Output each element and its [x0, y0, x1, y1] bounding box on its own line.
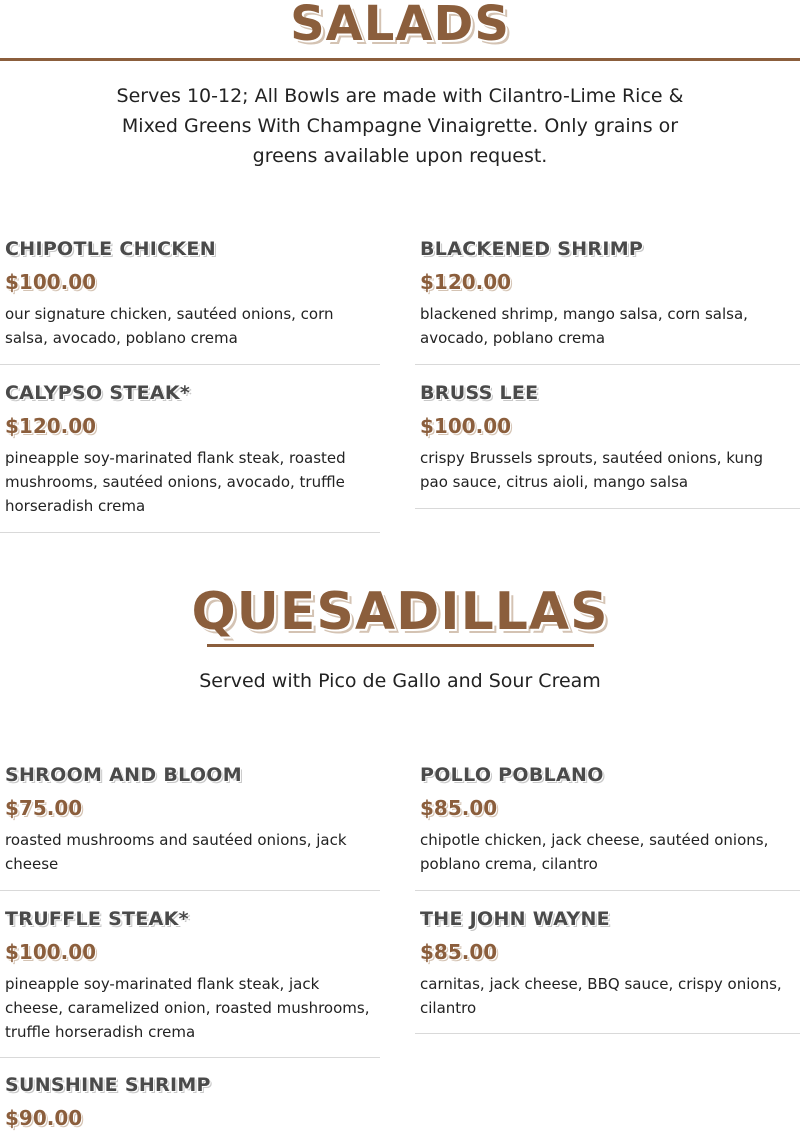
- item-price: $120.00: [5, 414, 97, 438]
- item-description: pineapple soy-marinated flank steak, jack cheese, caramelized onion, roasted mushrooms, truffle horseradish crema: [5, 975, 370, 1041]
- item-price: $85.00: [420, 940, 498, 964]
- item-description: crispy Brussels sprouts, sautéed onions, kung pao sauce, citrus aioli, mango salsa: [420, 449, 764, 491]
- menu-item: [415, 382, 800, 509]
- item-name: SHROOM AND BLOOM: [5, 764, 242, 786]
- item-name: TRUFFLE STEAK*: [5, 908, 189, 930]
- salads-heading: SALADS: [290, 0, 510, 52]
- menu-item: [0, 908, 380, 1058]
- item-price: $90.00: [5, 1106, 83, 1130]
- quesadillas-heading: QUESADILLAS: [191, 582, 609, 642]
- menu-item: [0, 764, 380, 891]
- salads-divider: [0, 58, 800, 61]
- quesadillas-intro: Served with Pico de Gallo and Sour Cream: [199, 670, 601, 692]
- item-description: carnitas, jack cheese, BBQ sauce, crispy onions, cilantro: [420, 975, 782, 1017]
- item-name: THE JOHN WAYNE: [420, 908, 610, 930]
- item-name: SUNSHINE SHRIMP: [5, 1074, 211, 1096]
- menu-item: [415, 238, 800, 365]
- item-description: our signature chicken, sautéed onions, corn salsa, avocado, poblano crema: [5, 305, 334, 347]
- menu-item: [0, 1074, 380, 1146]
- item-name: CALYPSO STEAK*: [5, 382, 191, 404]
- item-price: $100.00: [5, 270, 97, 294]
- menu-item: [415, 764, 800, 891]
- item-price: $85.00: [420, 796, 498, 820]
- item-price: $75.00: [5, 796, 83, 820]
- item-price: $100.00: [420, 414, 512, 438]
- menu-item: [0, 382, 380, 533]
- quesadillas-divider: [207, 644, 594, 647]
- salads-intro: Serves 10-12; All Bowls are made with Cilantro-Lime Rice & Mixed Greens With Champagne Vinaigrette. Only grains or greens available upon request.: [116, 85, 684, 167]
- menu-item: [415, 908, 800, 1034]
- item-description: chipotle chicken, jack cheese, sautéed onions, poblano crema, cilantro: [420, 831, 769, 873]
- item-price: $100.00: [5, 940, 97, 964]
- menu-item: [0, 238, 380, 365]
- item-name: BRUSS LEE: [420, 382, 539, 404]
- item-name: BLACKENED SHRIMP: [420, 238, 644, 260]
- item-name: POLLO POBLANO: [420, 764, 604, 786]
- item-price: $120.00: [420, 270, 512, 294]
- item-description: blackened shrimp, mango salsa, corn salsa, avocado, poblano crema: [420, 305, 748, 347]
- item-name: CHIPOTLE CHICKEN: [5, 238, 216, 260]
- item-description: pineapple soy-marinated flank steak, roasted mushrooms, sautéed onions, avocado, truffle horseradish crema: [5, 449, 346, 515]
- item-description: roasted mushrooms and sautéed onions, jack cheese: [5, 831, 347, 873]
